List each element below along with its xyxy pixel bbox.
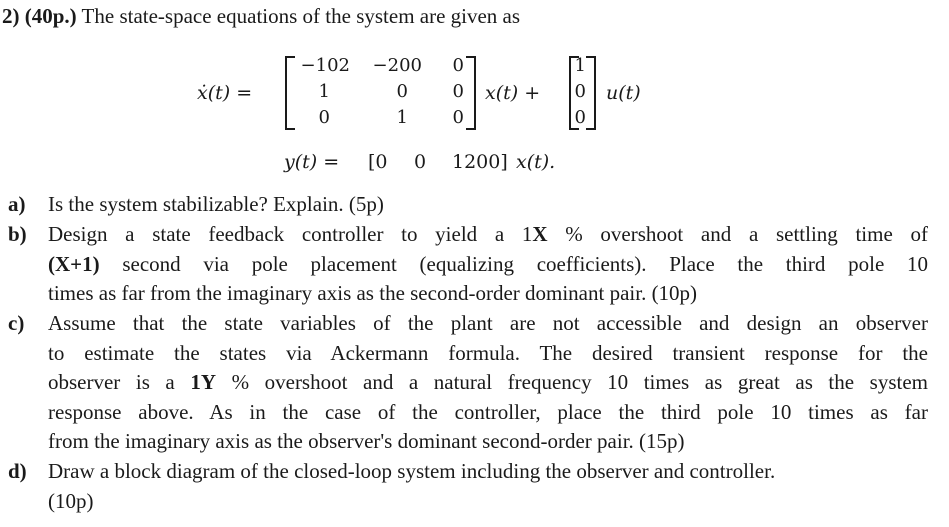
question-line: from the imaginary axis as the observer's dominant second-order pair. (15p) [48, 429, 685, 453]
question-label: a) [8, 192, 26, 216]
u-term: u(t) [606, 82, 641, 104]
vector-b-right-bracket [586, 56, 596, 130]
problem-points: (40p.) [24, 4, 77, 28]
matrix-a-cell: 0 [452, 55, 464, 76]
question-line: Design a state feedback controller to yield a 1X % overshoot and a settling time of [48, 222, 928, 246]
vector-b-cell: 0 [574, 81, 586, 102]
question-line: (10p) [48, 488, 94, 513]
question-line: observer is a 1Y % overshoot and a natural frequency 10 times as great as the system [48, 370, 928, 394]
matrix-a-cell: −102 [300, 55, 350, 76]
x-term: x(t) + [485, 82, 541, 104]
matrix-a-cell: 0 [318, 107, 330, 128]
problem-number: 2) [2, 4, 20, 28]
question-line: Draw a block diagram of the closed-loop system including the observer and controller. [48, 459, 776, 483]
matrix-a-cell: 0 [452, 107, 464, 128]
output-lhs: y(t) = [284, 151, 340, 173]
matrix-c-end: 1200] [452, 151, 508, 173]
problem-header [2, 4, 520, 29]
vector-b-cell: 0 [574, 107, 586, 128]
vector-b-cell: 1 [574, 55, 586, 76]
matrix-a-right-bracket [466, 56, 476, 130]
question-label: c) [8, 311, 25, 335]
state-lhs: ẋ(t) = [197, 82, 253, 104]
output-rhs: x(t). [516, 151, 556, 173]
matrix-a-cell: 0 [396, 81, 408, 102]
matrix-c-mid: 0 [414, 151, 427, 173]
matrix-a-cell: −200 [372, 55, 422, 76]
matrix-c-start: [0 [368, 151, 388, 173]
question-line: response above. As in the case of the controller, place the third pole 10 times as far [48, 399, 928, 424]
question-line: Is the system stabilizable? Explain. (5p) [48, 192, 384, 216]
question-label: b) [8, 222, 27, 246]
matrix-a-cell: 0 [452, 81, 464, 102]
matrix-a-cell: 1 [318, 81, 330, 102]
matrix-a-cell: 1 [396, 107, 408, 128]
question-line: (X+1) second via pole placement (equalizing coefficients). Place the third pole 10 [48, 251, 928, 276]
question-label: d) [8, 459, 27, 483]
question-line: Assume that the state variables of the plant are not accessible and design an observer [48, 311, 928, 335]
question-line: times as far from the imaginary axis as the second-order dominant pair. (10p) [48, 281, 698, 305]
question-line: to estimate the states via Ackermann formula. The desired transient response for the [48, 340, 928, 365]
problem-intro: The state-space equations of the system are given as [81, 4, 521, 28]
